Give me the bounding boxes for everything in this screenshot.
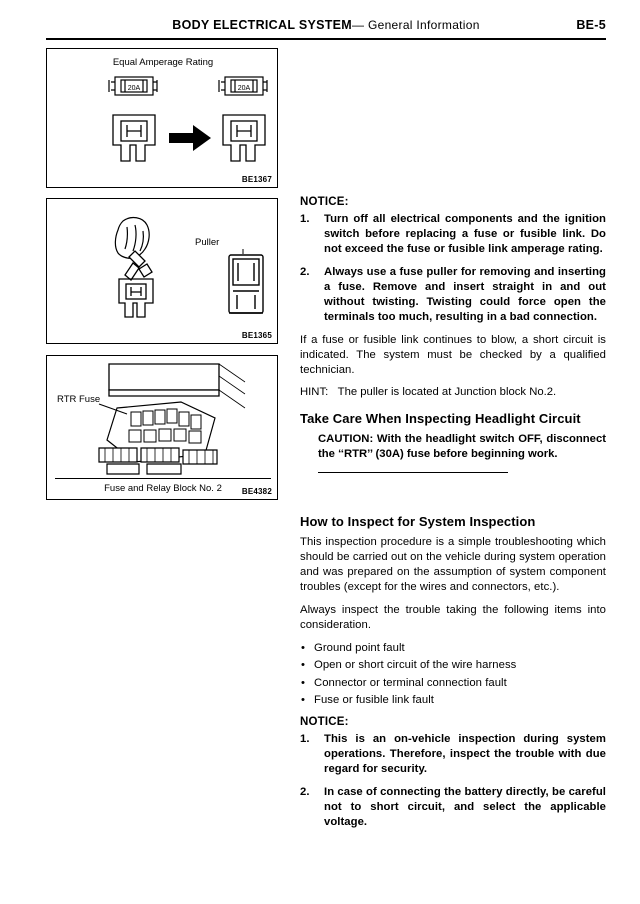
- figure-code: BE4382: [241, 487, 272, 496]
- notice-item-number: 2.: [300, 785, 310, 798]
- page-title: [46, 18, 606, 32]
- right-text-column: [300, 196, 606, 473]
- figure-puller-label: Puller: [195, 237, 220, 248]
- figure-code: BE1367: [241, 175, 272, 184]
- notice-item: [300, 785, 606, 830]
- list-item: [300, 692, 606, 710]
- hint-text: The puller is located at Junction block No.2.: [337, 386, 557, 399]
- list-item-label: Connector or terminal connection fault: [314, 676, 507, 689]
- inspection-bullet-list: [300, 640, 606, 710]
- system-inspection-heading: How to Inspect for System Inspection: [300, 514, 536, 529]
- fuse-puller-diagram: [47, 199, 279, 345]
- notice-item-text: Always use a fuse puller for removing and inserting a fuse. Remove and insert straight in and out without twisting. Twisting could force open the terminals too much, resulting in a bad connection.: [324, 266, 606, 324]
- bullet-icon: •: [301, 659, 306, 672]
- list-item-label: Fuse or fusible link fault: [314, 694, 434, 707]
- notice-item-text: Turn off all electrical components and the ignition switch before replacing a fuse or fusible link. Do not exceed the fuse or fusible link amperage rating.: [324, 213, 606, 256]
- inspection-paragraph-1: This inspection procedure is a simple troubleshooting which should be carried out on the vehicle during system operation and was prepared on the assumption of system component troubles (except for the wires and connectors, etc.).: [300, 536, 606, 594]
- hint-line: [300, 385, 606, 400]
- notice-item-number: 1.: [300, 213, 310, 225]
- list-item-label: Open or short circuit of the wire harness: [314, 659, 517, 672]
- notice-item: [300, 265, 606, 325]
- notice-item: [300, 732, 606, 777]
- hint-label: HINT:: [300, 386, 329, 399]
- figure-fuse-relay-block: [46, 355, 278, 500]
- notice-list: [300, 212, 606, 325]
- notice-item-number: 1.: [300, 732, 310, 745]
- figure-equal-amperage-title: Equal Amperage Rating: [112, 57, 214, 68]
- bullet-icon: •: [301, 641, 306, 654]
- fuse-relay-block-diagram: [47, 356, 279, 501]
- list-item: [300, 657, 606, 675]
- figure-puller: [46, 198, 278, 344]
- list-item-label: Ground point fault: [314, 641, 405, 654]
- notice-item: [300, 212, 606, 257]
- notice-label: NOTICE:: [300, 196, 349, 208]
- figure-rtr-fuse-label: RTR Fuse: [57, 394, 101, 405]
- notice-label: NOTICE:: [300, 715, 349, 728]
- caution-text: CAUTION: With the headlight switch OFF, disconnect the ‘‘RTR’’ (30A) fuse before beginning work.: [318, 432, 606, 460]
- fuse-rating-right: 20A: [237, 85, 251, 92]
- notice-item-text: In case of connecting the battery directly, be careful not to short circuit, and select the applicable voltage.: [324, 785, 606, 828]
- figure-equal-amperage: [46, 48, 278, 188]
- notice-item-text: This is an on-vehicle inspection during system operations. Therefore, inspect the trouble with due regard for security.: [324, 732, 606, 775]
- figure-caption-rule: [55, 478, 271, 479]
- arrow-icon: [169, 125, 211, 151]
- page-number: BE-5: [576, 18, 606, 32]
- list-item: [300, 640, 606, 658]
- bullet-icon: •: [301, 694, 306, 707]
- bottom-text-column: [300, 506, 606, 838]
- inspection-paragraph-2: Always inspect the trouble taking the following items into consideration.: [300, 603, 606, 631]
- notice-list: [300, 732, 606, 830]
- figure-code: BE1365: [241, 331, 272, 340]
- header-divider: [46, 38, 606, 40]
- page-title-sub: — General Information: [352, 18, 480, 32]
- short-circuit-paragraph: If a fuse or fusible link continues to blow, a short circuit is indicated. The system must be checked by a qualified technician.: [300, 334, 606, 377]
- fuse-replacement-diagram: [47, 49, 279, 189]
- fuse-rating-left: 20A: [127, 85, 141, 92]
- figure-fuse-relay-block-caption: Fuse and Relay Block No. 2: [104, 483, 222, 494]
- page-title-main: BODY ELECTRICAL SYSTEM: [172, 18, 353, 32]
- list-item: [300, 675, 606, 693]
- bullet-icon: •: [301, 676, 306, 689]
- notice-item-number: 2.: [300, 266, 310, 279]
- section-divider: [318, 472, 508, 473]
- headlight-circuit-heading: Take Care When Inspecting Headlight Circuit: [300, 410, 581, 426]
